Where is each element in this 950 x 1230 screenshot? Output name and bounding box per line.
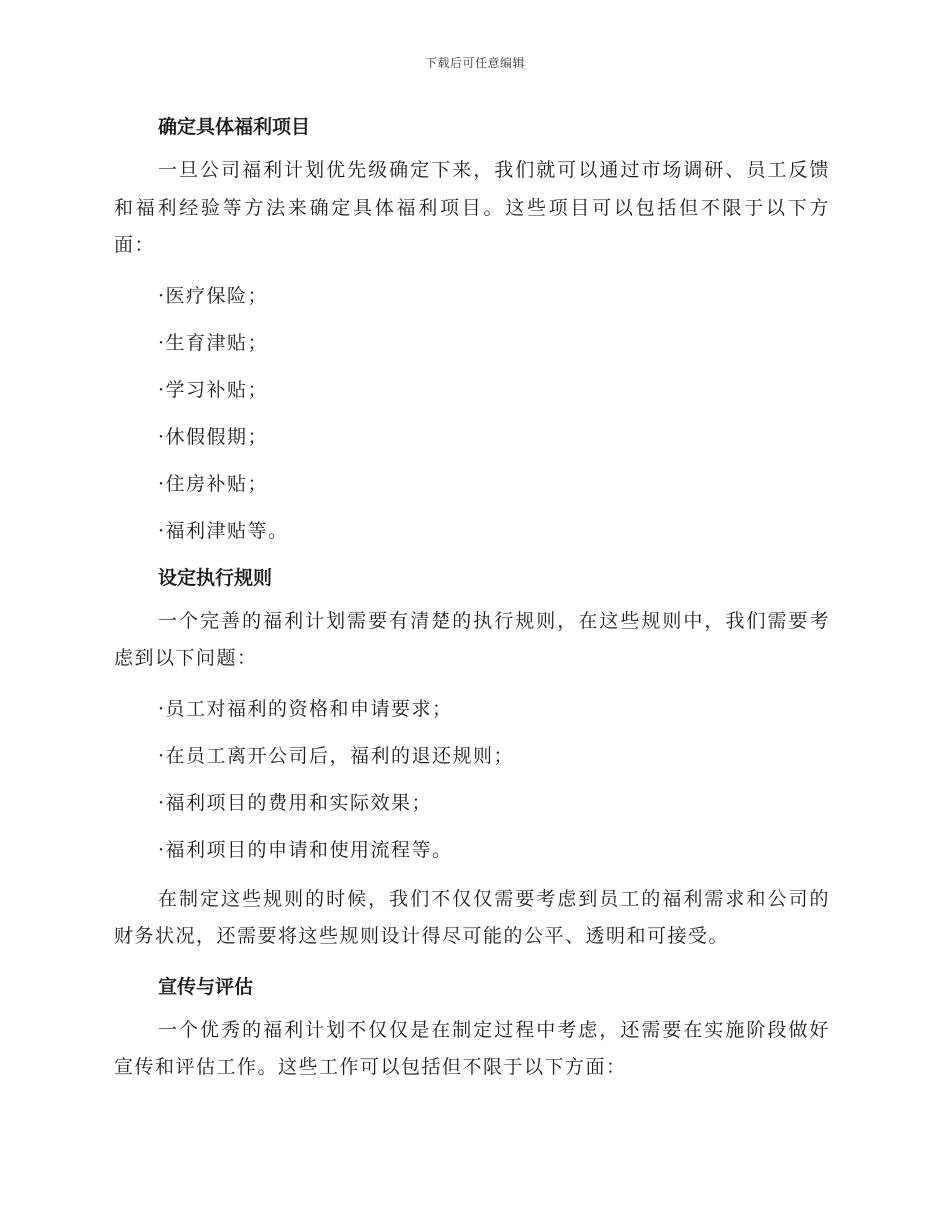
- section-heading-benefit-items: 确定具体福利项目: [158, 116, 311, 138]
- section-intro-paragraph: 一旦公司福利计划优先级确定下来，我们就可以通过市场调研、员工反馈和福利经验等方法来确定具体福利项目。这些项目可以包括但不限于以下方面：: [114, 159, 830, 256]
- list-item: ·福利项目的费用和实际效果；: [158, 791, 433, 814]
- list-item: ·员工对福利的资格和申请要求；: [158, 697, 453, 720]
- list-item: ·福利项目的申请和使用流程等。: [158, 838, 453, 861]
- list-item: ·医疗保险；: [158, 284, 269, 307]
- list-item: ·在员工离开公司后，福利的退还规则；: [158, 744, 515, 767]
- list-item: ·生育津贴；: [158, 331, 269, 354]
- section-closing-paragraph: 在制定这些规则的时候，我们不仅仅需要考虑到员工的福利需求和公司的财务状况，还需要将这些规则设计得尽可能的公平、透明和可接受。: [114, 887, 830, 947]
- page-header: 下载后可任意编辑: [424, 56, 525, 70]
- list-item: ·住房补贴；: [158, 472, 269, 495]
- list-item: ·福利津贴等。: [158, 519, 289, 542]
- section-intro-paragraph: 一个优秀的福利计划不仅仅是在制定过程中考虑，还需要在实施阶段做好宣传和评估工作。这些工作可以包括但不限于以下方面：: [114, 1018, 830, 1078]
- section-intro-paragraph: 一个完善的福利计划需要有清楚的执行规则，在这些规则中，我们需要考虑到以下问题：: [114, 609, 830, 669]
- section-heading-promotion-evaluation: 宣传与评估: [158, 975, 254, 998]
- list-item: ·休假假期；: [158, 425, 269, 448]
- document-body: [114, 112, 830, 1087]
- section-heading-execution-rules: 设定执行规则: [158, 566, 273, 589]
- list-item: ·学习补贴；: [158, 378, 269, 401]
